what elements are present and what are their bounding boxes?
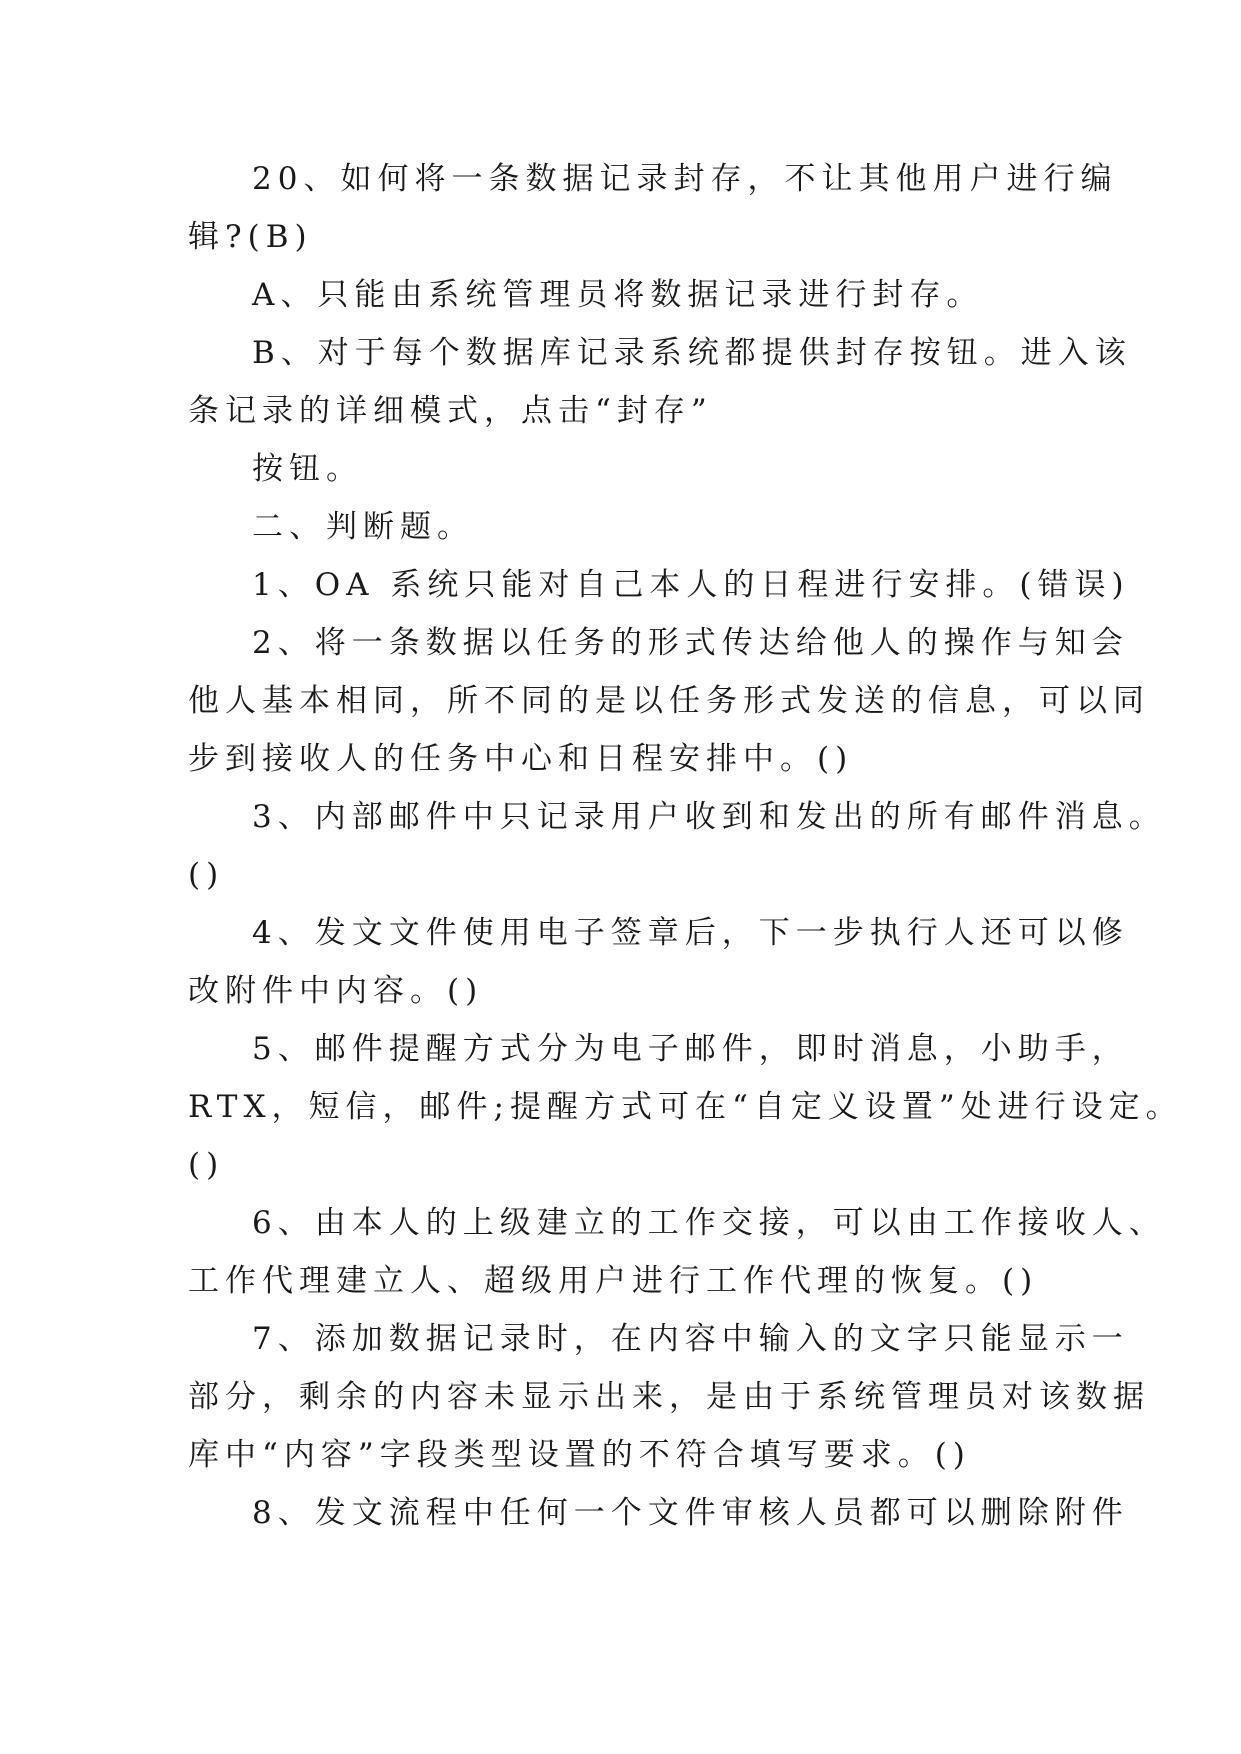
text-line: 7、添加数据记录时，在内容中输入的文字只能显示一 [252,1321,1129,1357]
text-line: 部分，剩余的内容未显示出来，是由于系统管理员对该数据 [188,1379,1150,1415]
text-line: 4、发文文件使用电子签章后，下一步执行人还可以修 [252,915,1129,951]
text-line: 20、如何将一条数据记录封存，不让其他用户进行编 [252,161,1118,197]
text-line: 库中“内容”字段类型设置的不符合填写要求。() [188,1437,971,1473]
text-line: 二、判断题。 [252,509,474,545]
text-line: 他人基本相同，所不同的是以任务形式发送的信息，可以同 [188,683,1150,719]
text-line: () [188,857,225,893]
text-line: 条记录的详细模式，点击“封存” [188,393,713,429]
text-line: 3、内部邮件中只记录用户收到和发出的所有邮件消息。 [252,799,1166,835]
text-line: 步到接收人的任务中心和日程安排中。() [188,741,854,777]
text-line: 按钮。 [252,451,363,487]
text-line: 6、由本人的上级建立的工作交接，可以由工作接收人、 [252,1205,1166,1241]
text-line: 辑?(B) [188,219,313,255]
text-line: () [188,1147,225,1183]
text-line: 工作代理建立人、超级用户进行工作代理的恢复。() [188,1263,1039,1299]
text-line: RTX，短信，邮件;提醒方式可在“自定义设置”处进行设定。 [188,1089,1183,1125]
text-line: 1、OA 系统只能对自己本人的日程进行安排。(错误) [252,567,1130,603]
text-line: 5、邮件提醒方式分为电子邮件，即时消息，小助手， [252,1031,1129,1067]
text-line: 8、发文流程中任何一个文件审核人员都可以删除附件 [252,1495,1129,1531]
text-line: B、对于每个数据库记录系统都提供封存按钮。进入该 [252,335,1132,371]
text-line: 2、将一条数据以任务的形式传达给他人的操作与知会 [252,625,1129,661]
text-line: 改附件中内容。() [188,973,484,1009]
text-line: A、只能由系统管理员将数据记录进行封存。 [252,277,984,313]
document-body [188,150,1183,1542]
